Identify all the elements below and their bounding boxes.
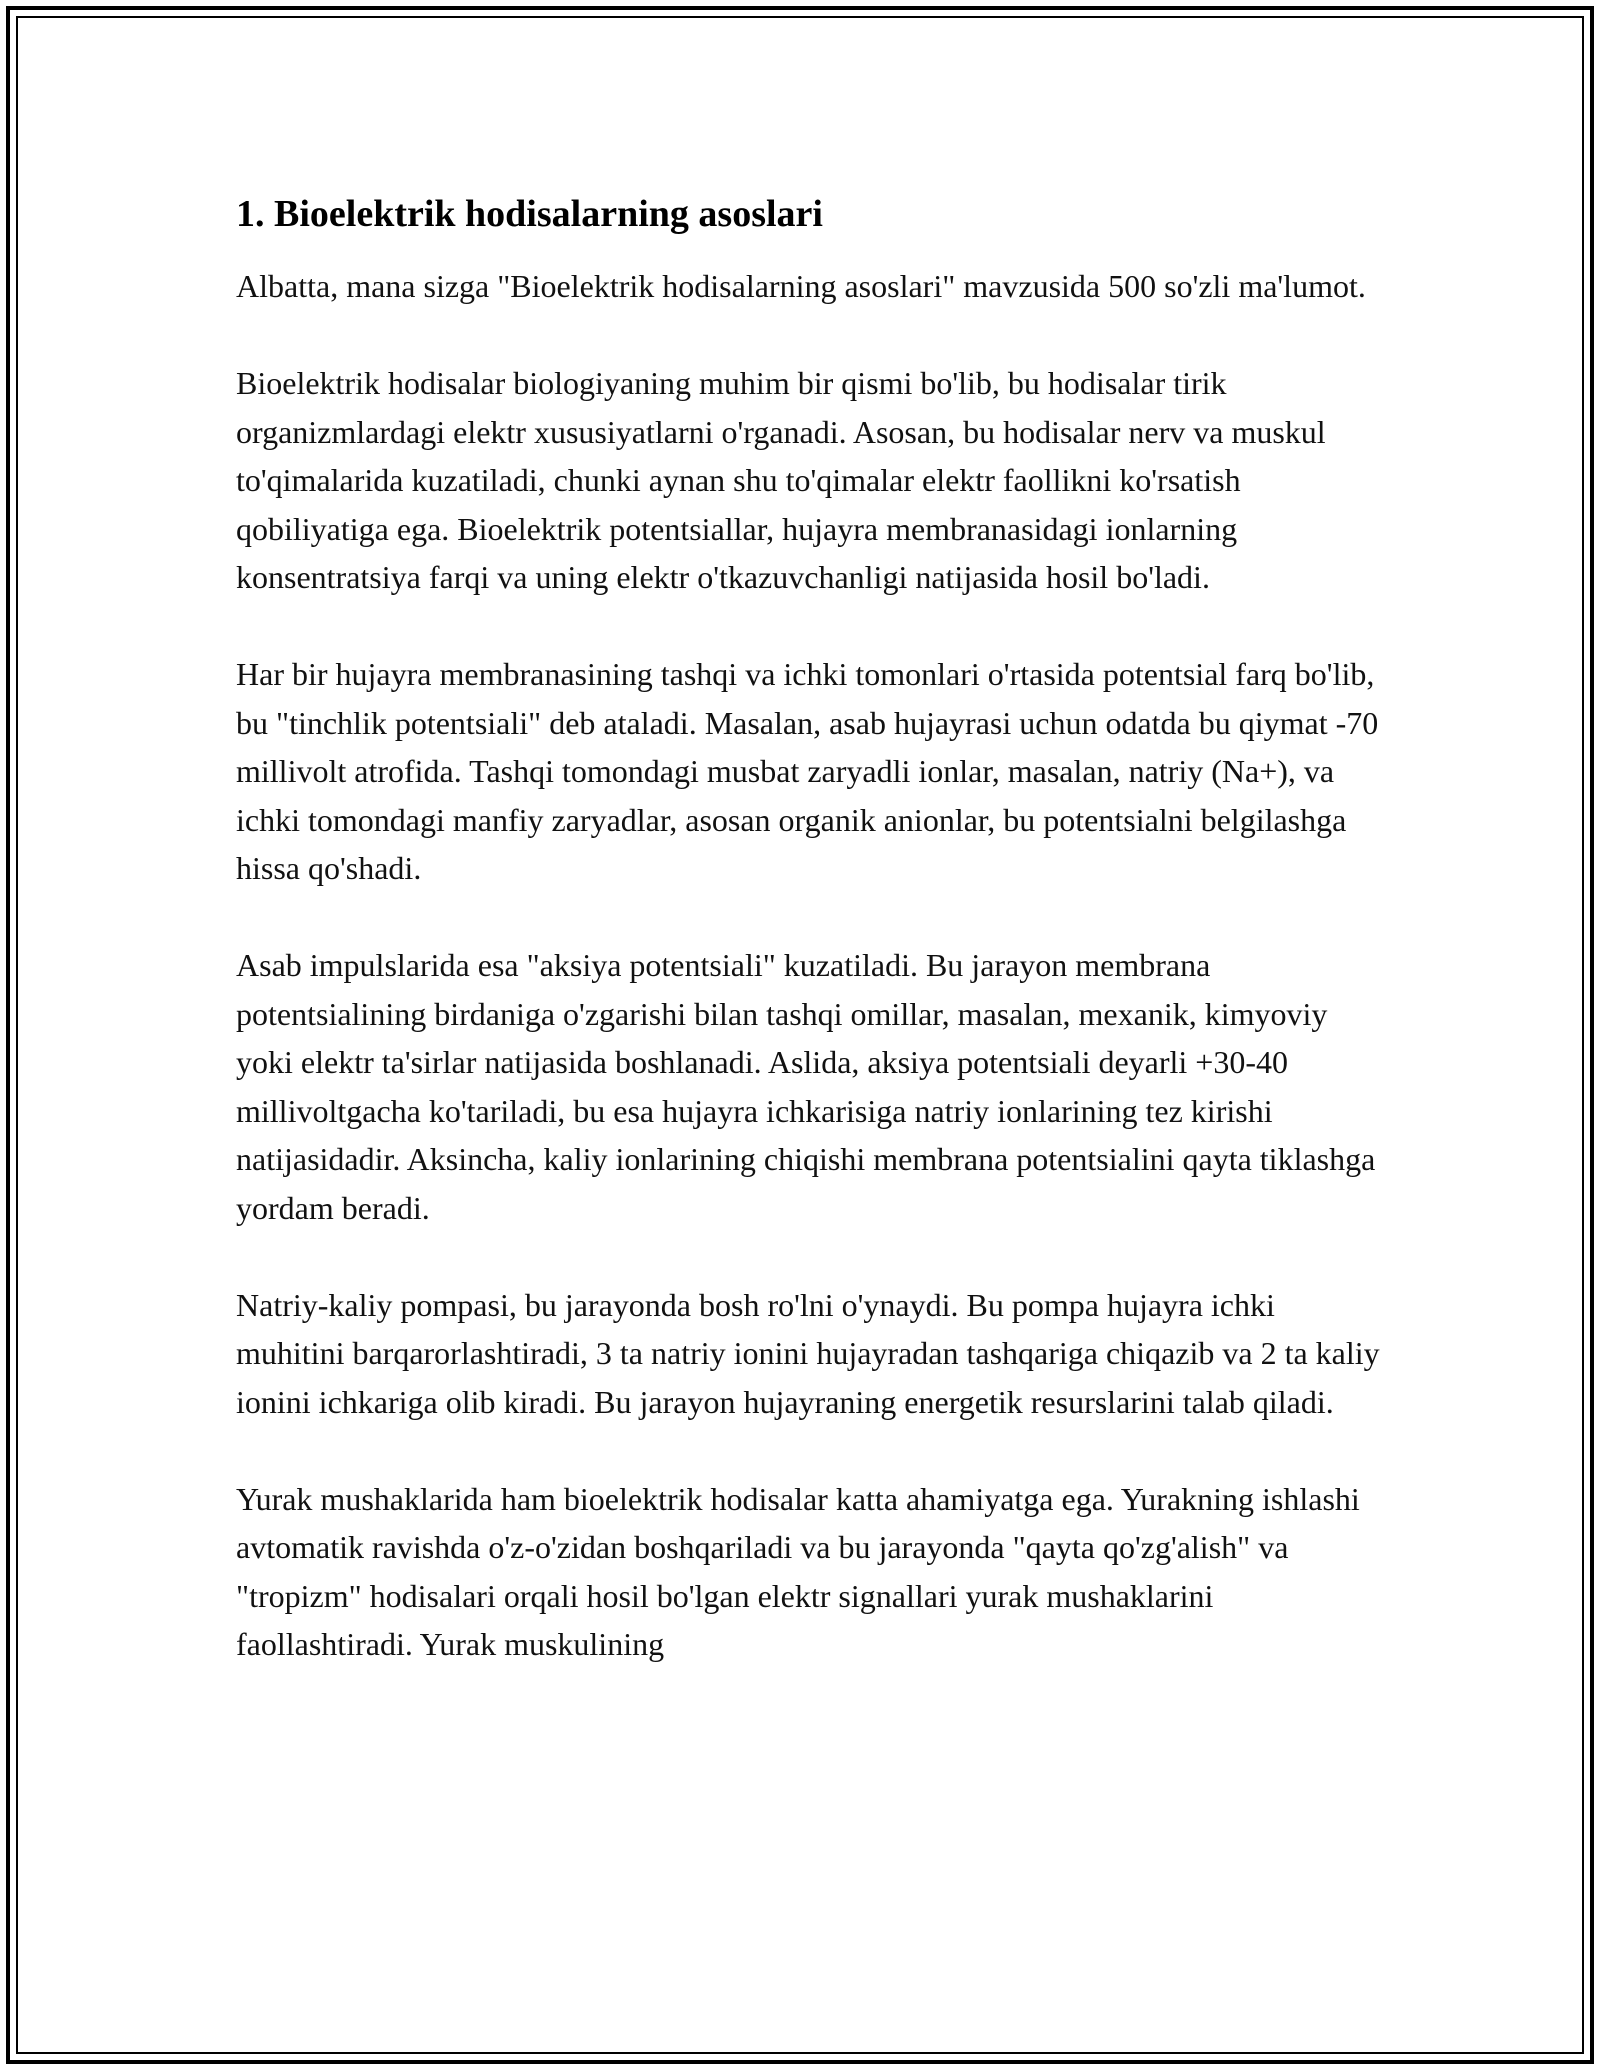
document-body: [236, 186, 1386, 1717]
section-heading: 1. Bioelektrik hodisalarning asoslari: [236, 193, 823, 235]
paragraph-resting-potential: Har bir hujayra membranasining tashqi va ichki tomonlari o'rtasida potentsial farq bo'lib, bu "tinchlik potentsiali" deb ataladi. Masalan, asab hujayrasi uchun odatda bu qiymat -70 millivolt atrofida. Tashqi tomondagi musbat zaryadli ionlar, masalan, natriy (Na+), va ichki tomondagi manfiy zaryadlar, asosan organik anionlar, bu potentsialni belgilashga hissa qo'shadi.: [236, 656, 1379, 886]
paragraph-bioelectric-overview: Bioelektrik hodisalar biologiyaning muhim bir qismi bo'lib, bu hodisalar tirik organizmlardagi elektr xususiyatlarni o'rganadi. Asosan, bu hodisalar nerv va muskul to'qimalarida kuzatiladi, chunki aynan shu to'qimalar elektr faollikni ko'rsatish qobiliyatiga ega. Bioelektrik potentsiallar, hujayra membranasidagi ionlarning konsentratsiya farqi va uning elektr o'tkazuvchanligi natijasida hosil bo'ladi.: [236, 365, 1326, 595]
paragraph-intro: Albatta, mana sizga "Bioelektrik hodisalarning asoslari" mavzusida 500 so'zli ma'lumot.: [236, 268, 1366, 304]
paragraph-sodium-potassium-pump: Natriy-kaliy pompasi, bu jarayonda bosh ro'lni o'ynaydi. Bu pompa hujayra ichki muhitini barqarorlashtiradi, 3 ta natriy ionini hujayradan tashqariga chiqazib va 2 ta kaliy ionini ichkariga olib kiradi. Bu jarayon hujayraning energetik resurslarini talab qiladi.: [236, 1286, 1380, 1420]
paragraph-action-potential: Asab impulslarida esa "aksiya potentsiali" kuzatiladi. Bu jarayon membrana potentsialining birdaniga o'zgarishi bilan tashqi omillar, masalan, mexanik, kimyoviy yoki elektr ta'sirlar natijasida boshlanadi. Aslida, aksiya potentsiali deyarli +30-40 millivoltgacha ko'tariladi, bu esa hujayra ichkarisiga natriy ionlarining tez kirishi natijasidadir. Aksincha, kaliy ionlarining chiqishi membrana potentsialini qayta tiklashga yordam beradi.: [236, 947, 1376, 1226]
paragraph-heart-muscle: Yurak mushaklarida ham bioelektrik hodisalar katta ahamiyatga ega. Yurakning ishlashi avtomatik ravishda o'z-o'zidan boshqariladi va bu jarayonda "qayta qo'zg'alish" va "tropizm" hodisalari orqali hosil bo'lgan elektr signallari yurak mushaklarini faollashtiradi. Yurak muskulining: [236, 1480, 1360, 1662]
